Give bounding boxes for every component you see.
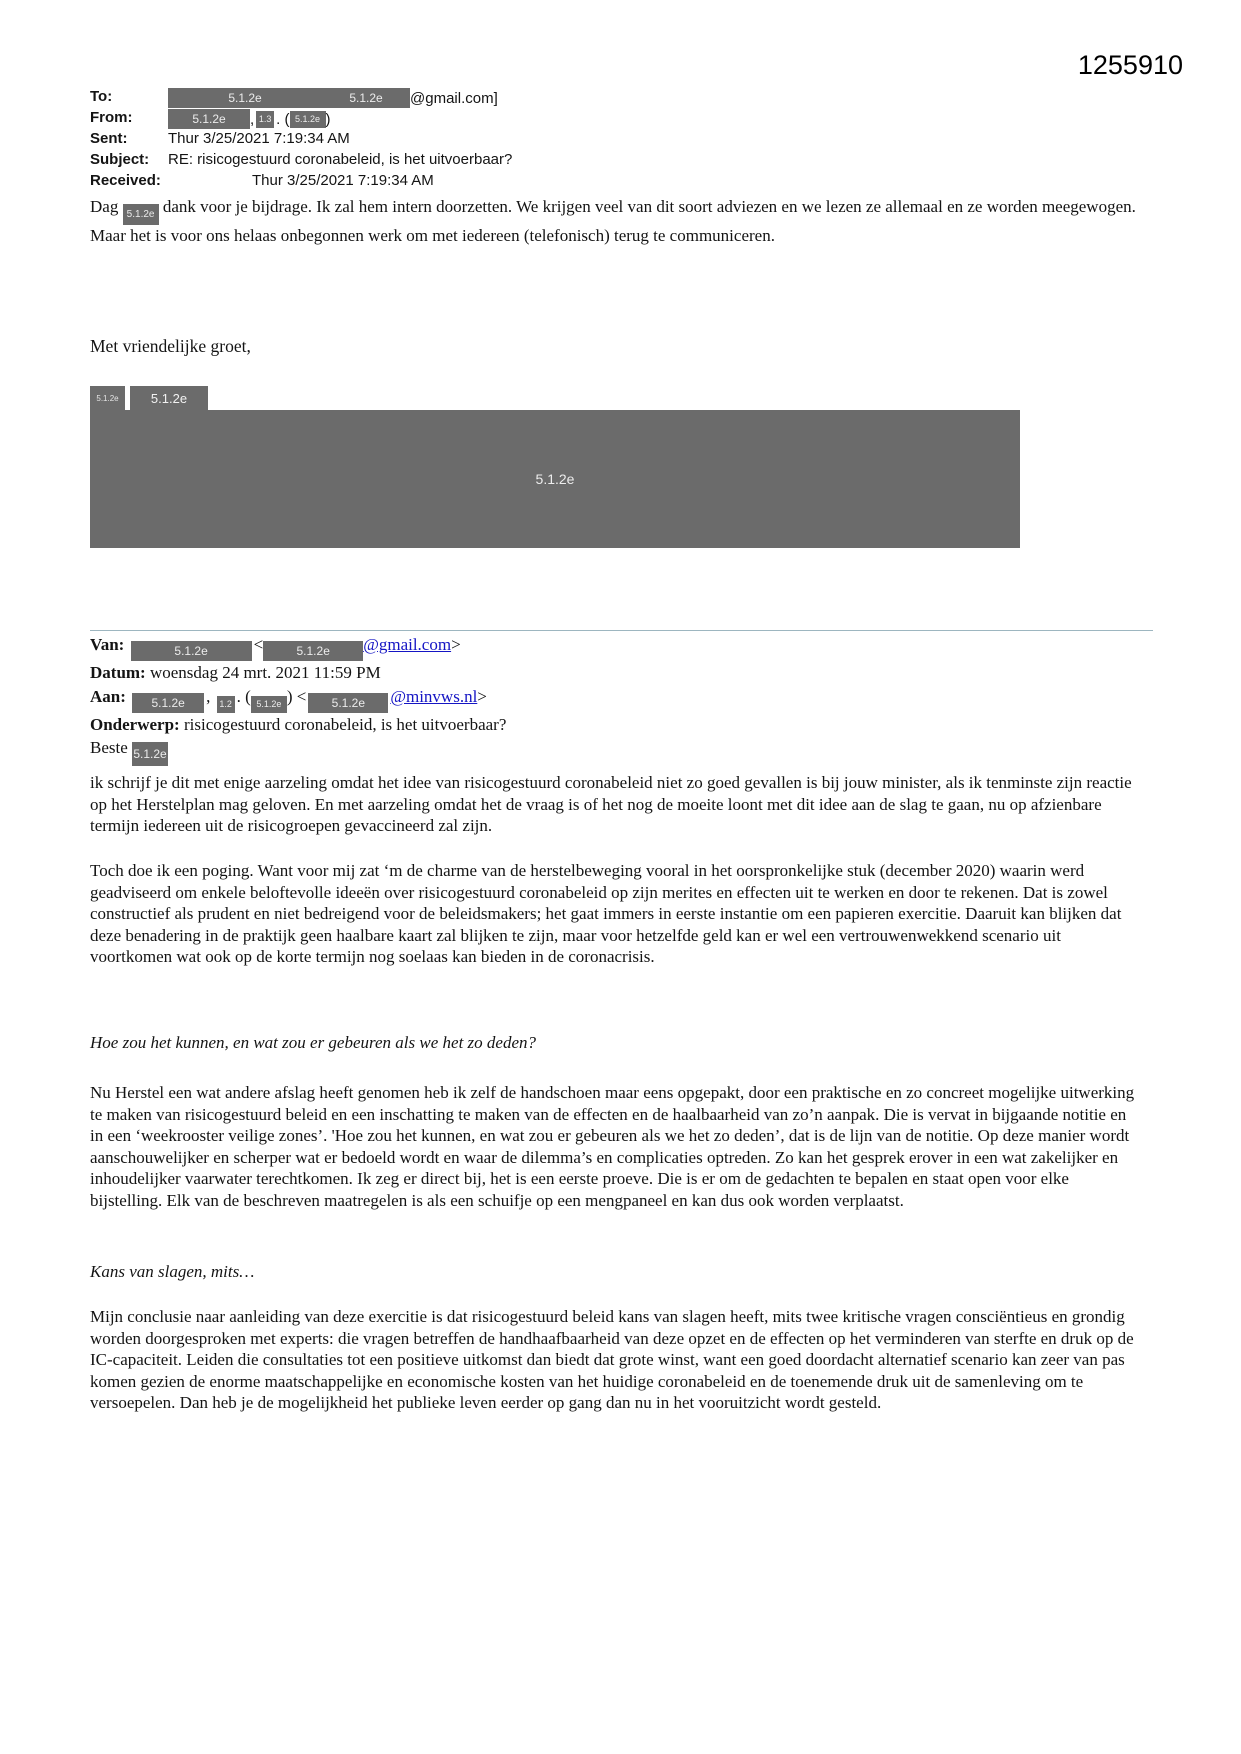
aan-separator: . ( [236, 686, 251, 706]
sent-label: Sent: [90, 130, 128, 147]
redaction-block: 5.1.2e [322, 88, 410, 108]
datum-label: Datum: [90, 663, 146, 683]
sent-value: Thur 3/25/2021 7:19:34 AM [168, 130, 350, 147]
email1-sent-row [90, 130, 1150, 150]
redaction-block: 5.1.2e [168, 109, 250, 129]
redaction-block: 5.1.2e [90, 386, 125, 410]
from-separator: , [250, 110, 255, 128]
van-label: Van: [90, 635, 125, 654]
redaction-chip: 5.1.2e [123, 204, 159, 225]
email1-subject-row [90, 151, 1150, 171]
received-value: Thur 3/25/2021 7:19:34 AM [252, 172, 434, 189]
to-address-suffix: @gmail.com] [410, 89, 498, 107]
redaction-block: 5.1.2e [168, 88, 322, 108]
email2-paragraph-1: ik schrijf je dit met enige aarzeling omdat het idee van risicogestuurd coronabeleid niet zo goed gevallen is bij jouw minister, als ik tenminste zijn reactie op het Herstelplan mag geloven. En met aarzeling omdat het de vraag is of het nog de moeite loont met dit idee aan de slag te gaan, nu op afzienbare termijn iedereen uit de risicogroepen gevaccineerd zal zijn. [90, 773, 1132, 835]
email2-aan-row [90, 686, 1153, 713]
email2-heading-2: Kans van slagen, mits… [90, 1262, 255, 1281]
email1-closing: Met vriendelijke groet, [90, 336, 251, 356]
email1-to-row [90, 88, 1150, 108]
gmail-address-link[interactable]: @gmail.com [363, 635, 452, 654]
from-separator: . ( [276, 110, 290, 128]
from-label: From: [90, 109, 133, 126]
redaction-chip: 1.2 [217, 696, 235, 713]
redaction-chip: 5.1.2e [251, 696, 287, 713]
redaction-block: 5.1.2e [130, 386, 208, 410]
subject-value: RE: risicogestuurd coronabeleid, is het uitvoerbaar? [168, 151, 513, 168]
email1-body-paragraph [90, 196, 1138, 247]
redaction-chip: 5.1.2e [290, 111, 326, 128]
redaction-block: 5.1.2e [132, 693, 204, 713]
datum-value: woensdag 24 mrt. 2021 11:59 PM [149, 663, 381, 683]
minvws-address-link[interactable]: @minvws.nl [390, 686, 478, 706]
email2-header [90, 630, 1153, 738]
greeting-text: Beste [90, 738, 133, 757]
document-number: 1255910 [1077, 50, 1183, 80]
email1-header [90, 88, 1150, 193]
email2-paragraph-3: Nu Herstel een wat andere afslag heeft genomen heb ik zelf de handschoen maar eens opgepakt, door een praktische en zo concreet mogelijke uitwerking te maken van risicogestuurd beleid en een inschatting te maken van de effecten en de haalbaarheid van zo’n aanpak. Die is vervat in bijgaande notitie en in een ‘weekrooster veilige zones’. 'Hoe zou het kunnen, en wat zou er gebeuren als we het zo deden’, dat is de lijn van de notitie. Op deze manier wordt aanschouwelijker en scherper wat er bedoeld wordt en waar de dilemma’s en complicaties optreden. Zo kan het gesprek erover in een wat zakelijker en inhoudelijker vaarwater terechtkomen. Ik zeg er direct bij, het is een eerste proeve. Die is er om de gedachten te bepalen en staat open voor elke bijstelling. Elk van de beschreven maatregelen is als een schuifje op een mengpaneel en kan dus ook worden verplaatst. [90, 1083, 1135, 1210]
subject-label: Subject: [90, 151, 150, 168]
received-label: Received: [90, 172, 161, 189]
aan-separator: ) < [286, 686, 307, 706]
redaction-block: 5.1.2e [308, 693, 388, 713]
from-separator: ) [325, 110, 331, 128]
redacted-signature-image: 5.1.2e [90, 410, 1020, 548]
email2-heading-1: Hoe zou het kunnen, en wat zou er gebeuren als we het zo deden? [90, 1033, 537, 1052]
van-suffix: > [451, 635, 461, 654]
van-separator: < [253, 635, 264, 654]
email1-received-row [90, 172, 1150, 192]
to-label: To: [90, 88, 113, 105]
body-text: dank voor je bijdrage. Ik zal hem intern doorzetten. We krijgen veel van dit soort adviezen en we lezen ze allemaal en ze worden meegewogen. Maar het is voor ons helaas onbegonnen werk om met iedereen (telefonisch) terug te communiceren. [90, 197, 1136, 246]
aan-label: Aan: [90, 686, 126, 706]
redaction-chip: 1.3 [256, 111, 274, 128]
onderwerp-value: risicogestuurd coronabeleid, is het uitvoerbaar? [183, 715, 507, 734]
onderwerp-label: Onderwerp: [90, 715, 180, 734]
body-text: Dag [90, 197, 123, 216]
email2-onderwerp-row [90, 714, 1153, 737]
aan-separator: , [206, 686, 215, 706]
email2-van-row [90, 634, 1153, 661]
redaction-chip: 5.1.2e [132, 742, 168, 766]
redaction-block: 5.1.2e [263, 641, 363, 661]
signature-redaction-tabs [90, 386, 208, 410]
email2-greeting [90, 738, 168, 766]
redaction-block: 5.1.2e [131, 641, 252, 661]
email1-from-row [90, 109, 1150, 129]
email2-paragraph-2: Toch doe ik een poging. Want voor mij zat ‘m de charme van de herstelbeweging vooral in het oorspronkelijke stuk (december 2020) waarin werd geadviseerd om enkele beloftevolle ideeën over risicogestuurd coronabeleid op zijn merites en effecten uit te werken en door te rekenen. Dat is zowel constructief als prudent en niet bedreigend voor de beleidsmakers; het gaat immers in eerste instantie om een papieren exercitie. Daaruit kan blijken dat deze benadering in de praktijk geen haalbare kaart zal blijken te zijn, maar voor hetzelfde geld kan er wel een vertrouwenwekkend scenario uit voortkomen wat ook op de korte termijn nog soelaas kan bieden in de coronacrisis. [90, 861, 1122, 966]
email2-datum-row [90, 662, 1153, 685]
aan-suffix: > [477, 686, 487, 706]
email2-paragraph-4: Mijn conclusie naar aanleiding van deze exercitie is dat risicogestuurd beleid kans van slagen heeft, mits twee kritische vragen consciëntieus en grondig worden doorgesproken met experts: die vragen betreffen de handhaafbaarheid van deze opzet en de effecten op het verminderen van sterfte en druk op de IC-capaciteit. Leiden die consultaties tot een positieve uitkomst dan biedt dat grote winst, want een goed doordacht alternatief scenario kan zeer van pas komen gezien de enorme maatschappelijke en economische kosten van het huidige coronabeleid en de toenemende druk uit de samenleving om te versoepelen. Dan heb je de mogelijkheid het publieke leven eerder op gang dan nu in het vooruitzicht wordt gesteld. [90, 1307, 1134, 1412]
